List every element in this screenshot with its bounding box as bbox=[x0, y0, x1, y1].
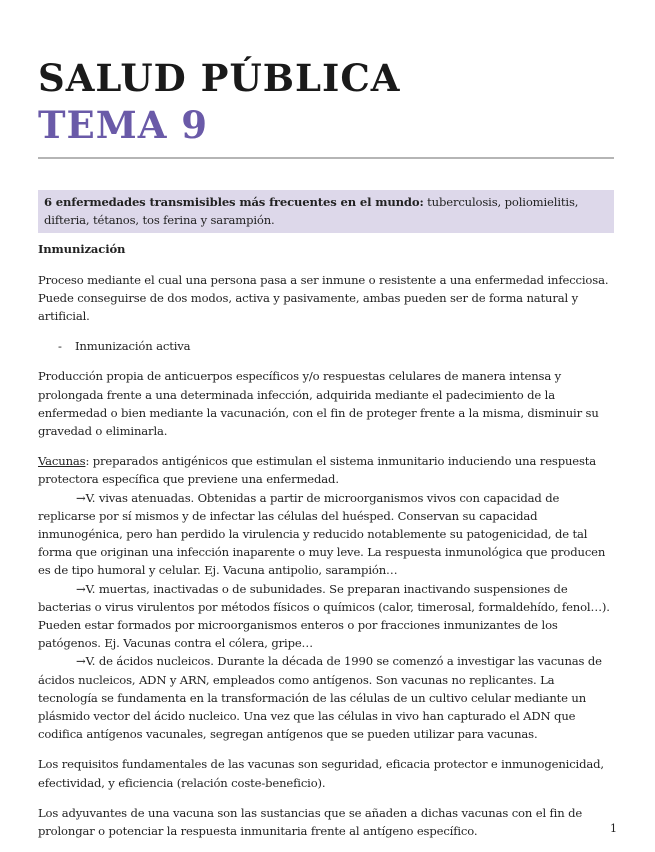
vacunas-definition-text: : preparados antigénicos que estimulan el sistema inmunitario induciendo una respuesta protectora específica que previene una enfermedad. bbox=[38, 454, 597, 487]
vacunas-item-acidos-nucleicos bbox=[38, 652, 614, 743]
header-divider bbox=[38, 157, 614, 159]
vacunas-term: Vacunas bbox=[38, 454, 86, 469]
vacunas-item-acidos-nucleicos-text: →V. de ácidos nucleicos. Durante la década de 1990 se comenzó a investigar las vacunas de ácidos nucleicos, ADN y ARN, empleados como antígenos. Son vacunas no replicantes. La tecnología se fundamenta en la transformación de las células de un cultivo celular mediante un plásmido vector del ácido nucleico. Una vez que las células in vivo han capturado el ADN que codifica antígenos vacunales, segregan antígenos que se pueden utilizar para vacunas. bbox=[38, 654, 602, 742]
paragraph-adyuvantes: Los adyuvantes de una vacuna son las sustancias que se añaden a dichas vacunas con el fin de prolongar o potenciar la respuesta inmunitaria frente al antígeno específico. bbox=[38, 805, 583, 839]
paragraph-inmunizacion-activa: Producción propia de anticuerpos específicos y/o respuestas celulares de manera intensa y prolongada frente a una determinada infección, adquirida mediante el padecimiento de la enfermedad o bien mediante la vacunación, con el fin de proteger frente a la misma, disminuir su gravedad o eliminarla. bbox=[38, 369, 599, 439]
vacunas-definition bbox=[38, 452, 614, 488]
page-title: SALUD PÚBLICA bbox=[38, 56, 401, 100]
highlight-box bbox=[38, 190, 614, 233]
vacunas-item-vivas bbox=[38, 489, 614, 580]
bullet-item bbox=[38, 337, 614, 355]
vacunas-item-vivas-text: →V. vivas atenuadas. Obtenidas a partir de microorganismos vivos con capacidad de replicarse por sí mismos y de infectar las células del huésped. Conservan su capacidad inmunogénica, pero han perdido la virulencia y reducido notablemente su patogenicidad, de tal forma que originan una infección inaparente o muy leve. La respuesta inmunológica que producen es de tipo humoral y celular. Ej. Vacuna antipolio, sarampión… bbox=[38, 490, 606, 578]
highlight-text: tuberculosis, poliomielitis, difteria, tétanos, tos ferina y sarampión. bbox=[44, 195, 579, 228]
section-heading: Inmunización bbox=[38, 242, 126, 257]
bullet-text: Inmunización activa bbox=[75, 339, 191, 354]
vacunas-item-muertas bbox=[38, 580, 614, 653]
highlight-bold-text: 6 enfermedades transmisibles más frecuentes en el mundo: bbox=[44, 195, 424, 209]
vacunas-item-muertas-text: →V. muertas, inactivadas o de subunidades. Se preparan inactivando suspensiones de bacterias o virus virulentos por métodos físicos o químicos (calor, timerosal, formaldehído, fenol…). Pueden estar formados por microorganismos enteros o por fracciones inmunizantes de los patógenos. Ej. Vacunas contra el cólera, gripe… bbox=[38, 581, 610, 651]
page-number: 1 bbox=[610, 822, 617, 835]
bullet-dash: - bbox=[58, 339, 62, 354]
document-body bbox=[38, 190, 614, 852]
paragraph-inmunizacion: Proceso mediante el cual una persona pasa a ser inmune o resistente a una enfermedad infecciosa. Puede conseguirse de dos modos, activa y pasivamente, ambas pueden ser de forma natural y artificial. bbox=[38, 272, 609, 324]
page-subtitle: TEMA 9 bbox=[38, 103, 209, 147]
paragraph-requisitos: Los requisitos fundamentales de las vacunas son seguridad, eficacia protector e inmunogenicidad, efectividad, y eficiencia (relación coste-beneficio). bbox=[38, 757, 604, 790]
